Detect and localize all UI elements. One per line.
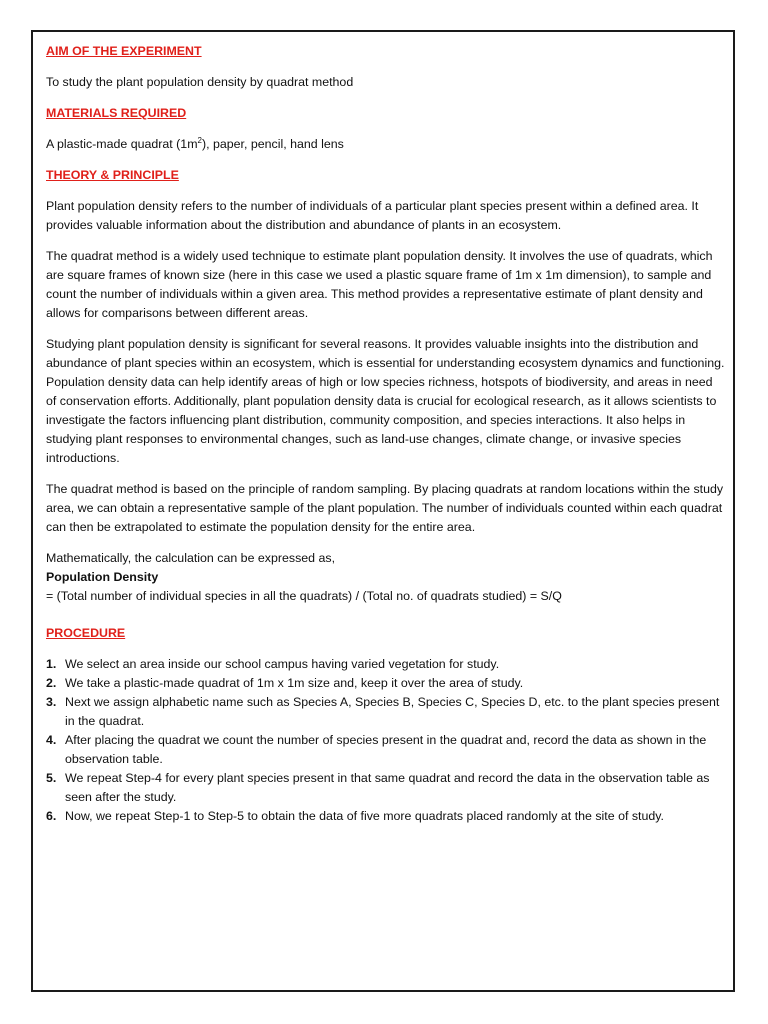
- step-number: 5.: [46, 771, 57, 785]
- materials-text-start: A plastic-made quadrat (1m: [46, 137, 198, 151]
- step-number: 6.: [46, 809, 57, 823]
- step-number: 4.: [46, 733, 57, 747]
- procedure-step: [46, 807, 726, 826]
- procedure-step: [46, 674, 726, 693]
- theory-heading: THEORY & PRINCIPLE: [46, 168, 179, 182]
- procedure-step: [46, 655, 726, 674]
- step-text: We select an area inside our school campus having varied vegetation for study.: [65, 657, 500, 671]
- materials-heading: MATERIALS REQUIRED: [46, 106, 187, 120]
- procedure-step: [46, 693, 726, 731]
- step-text: We repeat Step-4 for every plant species present in that same quadrat and record the data in the observation table as seen after the study.: [65, 771, 710, 804]
- step-text: After placing the quadrat we count the number of species present in the quadrat and, record the data as shown in the observation table.: [65, 733, 707, 766]
- procedure-step: [46, 769, 726, 807]
- procedure-steps: [46, 655, 726, 826]
- formula: = (Total number of individual species in all the quadrats) / (Total no. of quadrats studied) = S/Q: [46, 589, 562, 603]
- materials-text: [46, 135, 726, 154]
- procedure-step: [46, 731, 726, 769]
- aim-heading: AIM OF THE EXPERIMENT: [46, 44, 202, 58]
- formula-intro: Mathematically, the calculation can be expressed as,: [46, 551, 336, 565]
- formula-title: Population Density: [46, 570, 159, 584]
- step-text: We take a plastic-made quadrat of 1m x 1m size and, keep it over the area of study.: [65, 676, 524, 690]
- procedure-heading: PROCEDURE: [46, 626, 126, 640]
- theory-paragraph: The quadrat method is a widely used technique to estimate plant population density. It involves the use of quadrats, which are square frames of known size (here in this case we used a plastic square frame of 1m x 1m dimension), to sample and count the number of individuals within a given area. This method provides a representative estimate of plant density and allows for comparisons between different areas.: [46, 249, 713, 320]
- step-number: 2.: [46, 676, 57, 690]
- aim-text: To study the plant population density by quadrat method: [46, 75, 354, 89]
- step-text: Now, we repeat Step-1 to Step-5 to obtain the data of five more quadrats placed randomly at the site of study.: [65, 809, 664, 823]
- theory-paragraph: Studying plant population density is significant for several reasons. It provides valuable insights into the distribution and abundance of plant species within an ecosystem, which is essential for understanding ecosystem dynamics and functioning. Population density data can help identify areas of high or low species richness, hotspots of biodiversity, and areas in need of conservation efforts. Additionally, plant population density data is crucial for ecological research, as it allows scientists to investigate the factors influencing plant distribution, community composition, and species interactions. It also helps in studying plant responses to environmental changes, such as land-use changes, climate change, or invasive species introductions.: [46, 337, 725, 465]
- theory-paragraph: Plant population density refers to the number of individuals of a particular plant species present within a defined area. It provides valuable information about the distribution and abundance of plants in an ecosystem.: [46, 199, 699, 232]
- materials-text-end: ), paper, pencil, hand lens: [201, 137, 344, 151]
- theory-paragraph: The quadrat method is based on the principle of random sampling. By placing quadrats at random locations within the study area, we can obtain a representative sample of the plant population. The number of individuals counted within each quadrat can then be extrapolated to estimate the population density for the entire area.: [46, 482, 724, 534]
- step-number: 1.: [46, 657, 57, 671]
- step-number: 3.: [46, 695, 57, 709]
- document-body: [46, 42, 726, 826]
- materials-superscript: 2: [197, 135, 202, 145]
- step-text: Next we assign alphabetic name such as Species A, Species B, Species C, Species D, etc. to the plant species present in the quadrat.: [65, 695, 720, 728]
